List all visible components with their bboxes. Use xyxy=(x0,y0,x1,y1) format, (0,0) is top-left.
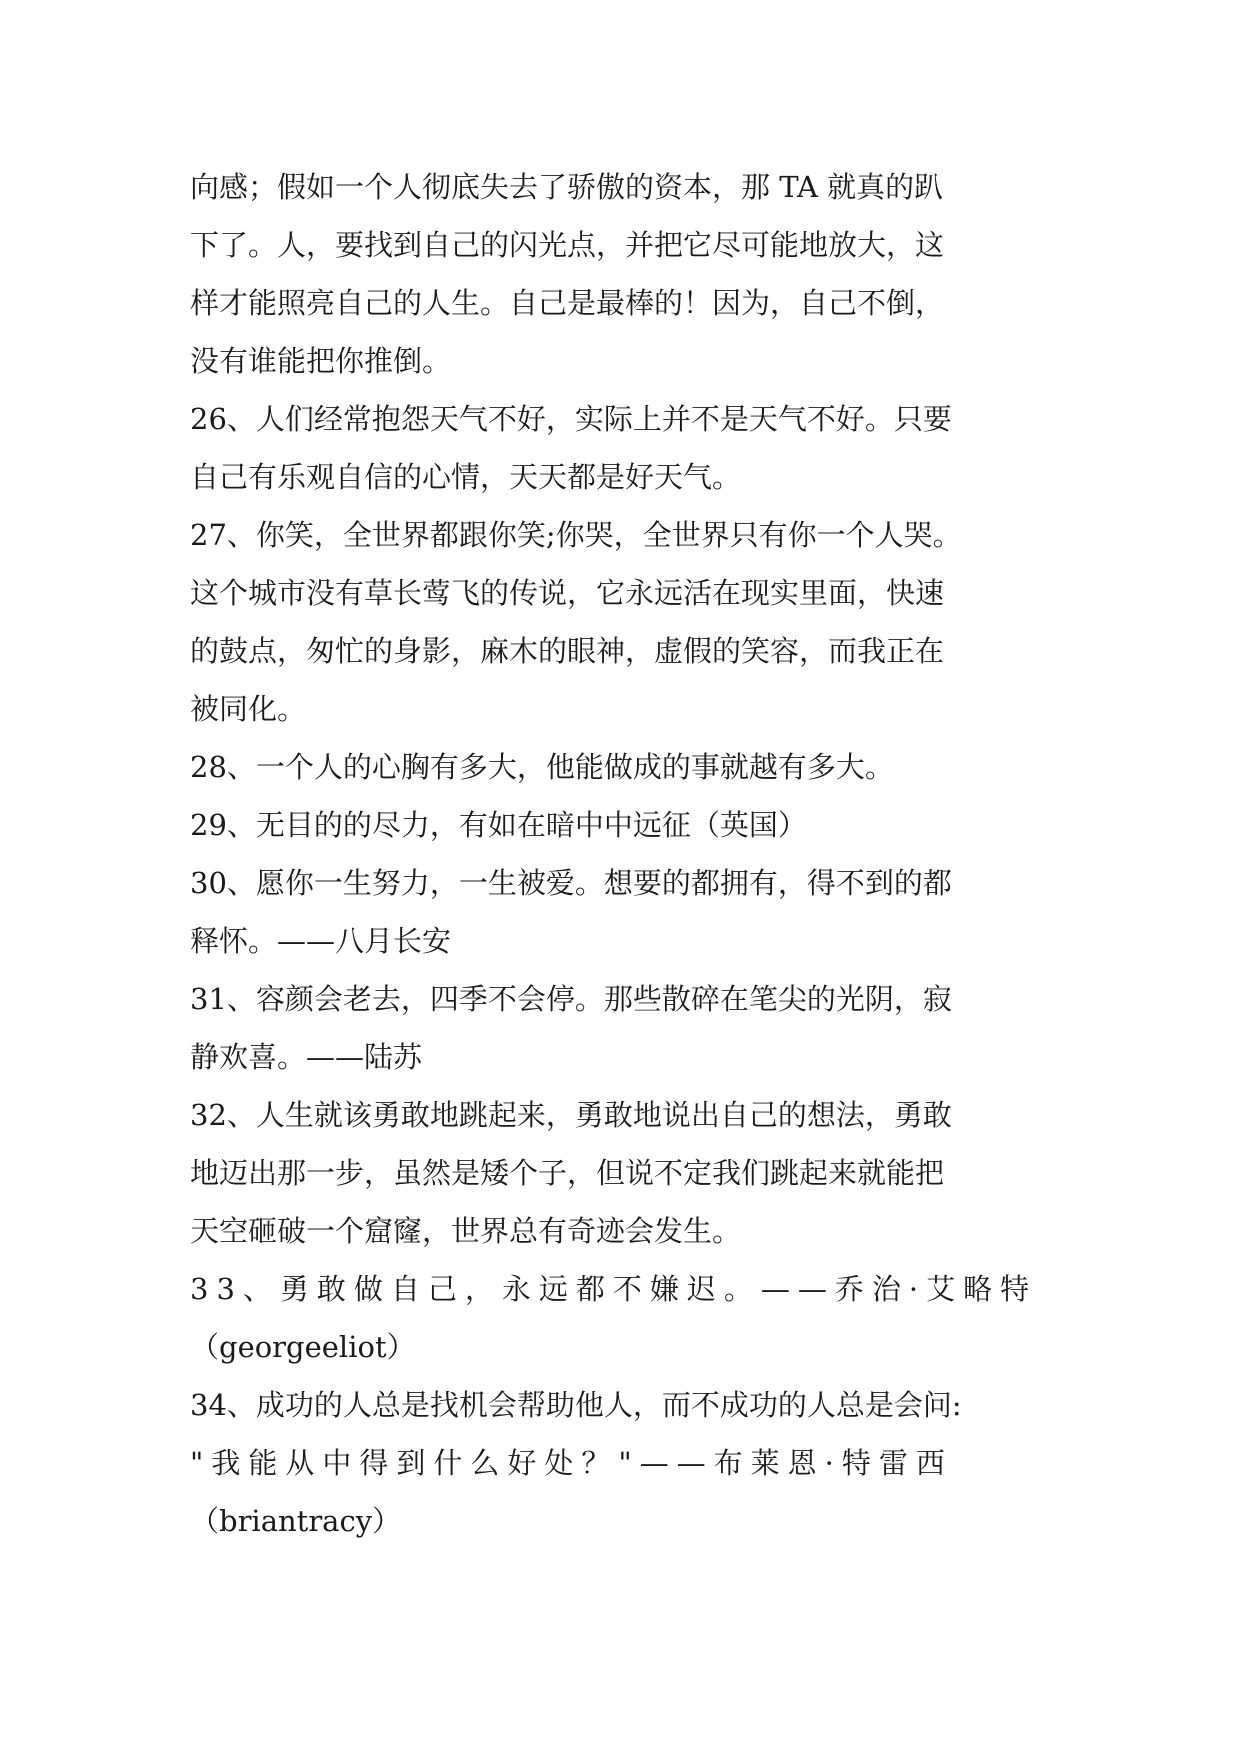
text-line: （briantracy） xyxy=(190,1504,402,1538)
text-line: 31、容颜会老去，四季不会停。那些散碎在笔尖的光阴，寂 xyxy=(190,982,952,1016)
text-line: 这个城市没有草长莺飞的传说，它永远活在现实里面，快速 xyxy=(190,576,945,610)
text-line: 没有谁能把你推倒。 xyxy=(190,344,452,378)
text-line: 被同化。 xyxy=(190,692,307,726)
text-line: 释怀。——八月长安 xyxy=(190,924,452,958)
text-line: 34、成功的人总是找机会帮助他人，而不成功的人总是会问: xyxy=(190,1388,962,1422)
text-line: （georgeeliot） xyxy=(190,1330,416,1364)
text-line: 的鼓点，匆忙的身影，麻木的眼神，虚假的笑容，而我正在 xyxy=(190,634,945,668)
text-line: 样才能照亮自己的人生。自己是最棒的！因为，自己不倒， xyxy=(190,286,945,320)
text-line: 静欢喜。——陆苏 xyxy=(190,1040,423,1074)
text-line: 27、你笑，全世界都跟你笑;你哭，全世界只有你一个人哭。 xyxy=(190,518,962,552)
text-line: 32、人生就该勇敢地跳起来，勇敢地说出自己的想法，勇敢 xyxy=(190,1098,952,1132)
text-line: 下了。人，要找到自己的闪光点，并把它尽可能地放大，这 xyxy=(190,228,945,262)
document-body xyxy=(190,158,1070,1550)
text-line: 向感；假如一个人彻底失去了骄傲的资本，那 TA 就真的趴 xyxy=(190,170,944,204)
text-line: 26、人们经常抱怨天气不好，实际上并不是天气不好。只要 xyxy=(190,402,952,436)
text-line: 自己有乐观自信的心情，天天都是好天气。 xyxy=(190,460,742,494)
text-line: 28、一个人的心胸有多大，他能做成的事就越有多大。 xyxy=(190,750,894,784)
text-line: "我能从中得到什么好处？"——布莱恩·特雷西 xyxy=(190,1446,953,1480)
text-line: 天空砸破一个窟窿，世界总有奇迹会发生。 xyxy=(190,1214,742,1248)
text-line: 30、愿你一生努力，一生被爱。想要的都拥有，得不到的都 xyxy=(190,866,952,900)
text-line: 地迈出那一步，虽然是矮个子，但说不定我们跳起来就能把 xyxy=(190,1156,945,1190)
text-line: 29、无目的的尽力，有如在暗中中远征（英国） xyxy=(190,808,807,842)
text-line: 33、勇敢做自己，永远都不嫌迟。——乔治·艾略特 xyxy=(190,1272,1038,1306)
